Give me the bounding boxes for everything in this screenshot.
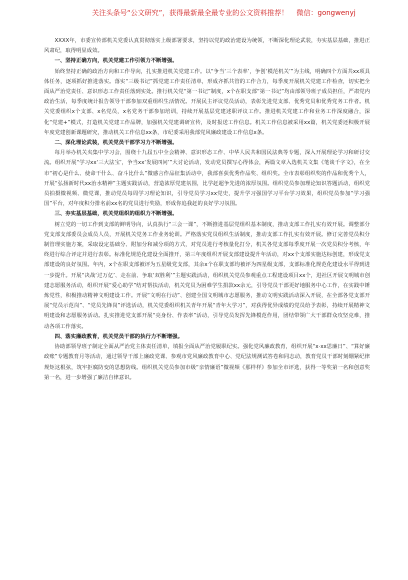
banner-text: 关注头条号“公文研究”，获得最新最全最专业的公文资料推荐！ (92, 9, 289, 17)
section-body-1: 始终坚持正确的政治方向和工作导向，扎实推进机关党建工作。以“争当‘三个表率’，争创‘模范机关’”为主线，明确四个方面共xx项具体任务，逐项抓好推进落实。落实“三级书记”抓党建工作责任清单，形成齐抓共管的工作合力，每季度开展机关党建工作检查，切实把全面从严治党责任、意识形态工作责任落到实处。推行机关党“第一书记”制度，x个在职支部“第一书记”均由部领导班子成员担任，严肃党内政治生活，每季度统计报告领导干部参加双重组织生活情况。开展民主评议党员活动，表彰先进党支部、优秀党员和优秀党务工作者。机关党委组织x个支部、x名党员，x名党务干部参加培训，持续开展基层党建述职评议工作。推进机关党建工作和业务工作深度融合，深化“党建+”模式，打造机关党建工作品牌，加强机关党建调研宣传，及时报送工作信息。机关工作信息被采用xx篇，机关党委还积极开展年度党建创新课题研究，推动机关工作信息xx条，市纪委采用我部党风廉政建设工作信息x条。 (44, 68, 370, 136)
section-body-3: 树立党的一切工作到支部的鲜明导向，认真执行“三会一课”，不断推进基层党组织基本制度，推动支部工作扎实有效开展。调整部分党支部支部委员会成员人员，开展机关党务工作业务轮训。严格落实党员组织生活制度，推动支部工作扎实有效开展。修订完善党员积分制管理实施方案，采取设定基础分、附加分和减分项的方式，对党员进行考核量化打分，机关各党支部每季度开展一次党员积分考核，年终进行综合评定并进行表彰。标准化规范化建设全面推开，第三年度组织开展支部建设提升年活动，对xx个支部实施达标创建，形成党支部建设的良好氛围。年内，x个在职支部被评为五星级党支部，其余x个在职支部均被评为四星级支部，支部标准化规范化建设水平得到进一步提升。开展“决战‘过万亿’、走在前、争取‘双胜利’”主题实践活动，组织机关党员参观重点工程建设项目xx个，进社区开展文明城市创建志愿服务活动，组织开展“爱心助学”结对帮扶活动，机关党员为困难学生捐款xx余元，引导党员干部更好地服务中心工作，在实践中锤炼党性，积极推动精神文明建设工作。开展“文明在行动”、创建全国文明城市志愿服务，推动文明实践活动深入开展，在全部各党支部开展“党员示范岗”、“党员先锋岗”评选活动，机关党委组织机关青年开展“青年大学习”，对获得优异成绩的党员给予表彰，持续开展精神文明建设和志愿服务活动。扎实推进党支部开展“亮身份、作表率”活动，引导党员发挥先锋模范作用，团结带领广大干部群众攻坚克难，推动各项工作落实。 (44, 221, 370, 330)
section-heading-1: 一、坚持正确方向，机关党建工作引领力不断增强。 (54, 58, 178, 65)
section-body-4: 协助部领导班子制定全面从严治党主体责任清单，填报全面从严治党履职纪实。强化党风廉政教育，组织开展“x·xx思廉日”、“算好廉政账”专题教育月等活动，通过领导干部上廉政党课、参观市党风廉政教育中心、党纪法规测试答卷和同志动，教育党员干部时刻绷紧纪律规矩这根弦，筑牢拒腐防变的思想防线。组织机关党员参加市级“亲情廉语”微视频《那样样》参加全市评选，获得一等奖第一名和创意奖第一名，进一步增强了廉洁自律意识。 (44, 344, 370, 381)
header-banner (92, 6, 392, 20)
section-heading-2: 二、深化理论武装，机关党员干部学习力不断增强。 (54, 140, 178, 147)
document-body (44, 36, 370, 566)
intro-paragraph: XXXX年，市委宣传部机关党委认真贯彻落实上级部署要求，坚持以党的政治建设为统领，不断深化理论武装，夯实基层基础，推进正风肃纪，取得明显成效。 (44, 38, 370, 55)
banner-contact: 微信：gongwenyj (296, 9, 356, 17)
section-body-2: 每月举办机关夹集中学习会，围绕十九届五中全会精神、意识形态工作、中华人民共和国民法典等专题，深入开展理论学习和研讨交流。组织开展“学习xx‘三大法宝’，争当xx‘发展四问’”大讨论活动，发动党员撰写心得体会，两篇文章入选机关文集《笔谈千字文》，在全市“初心是什么、使命干什么、奋斗比什么”微感言作品征集活动中，我部喜获优秀作品奖、组织奖。全市表彰组织奖的作品和优秀个人，开展“弘扬新时代xx治水精神”主题实践活动，营造浓厚党建氛围，比学赶超争先进的浓厚氛围。组织党员参加理论知识答题活动，组织党员拍摄微视频、微党课，推动党员每周学习理论知识，引导党员学习xx党史，提升学习强国学习平台学习效果，组织党员参加“学习强国”平台，对年度积分排名前xx名的党员进行奖励，形成你追我赶的良好学习氛围。 (44, 150, 370, 208)
section-heading-3: 三、夯实基层基础，机关党组织的组织力不断增强。 (54, 211, 178, 218)
section-heading-4: 四、落实廉政教育，机关党员干部的执行力不断增强。 (54, 333, 183, 340)
